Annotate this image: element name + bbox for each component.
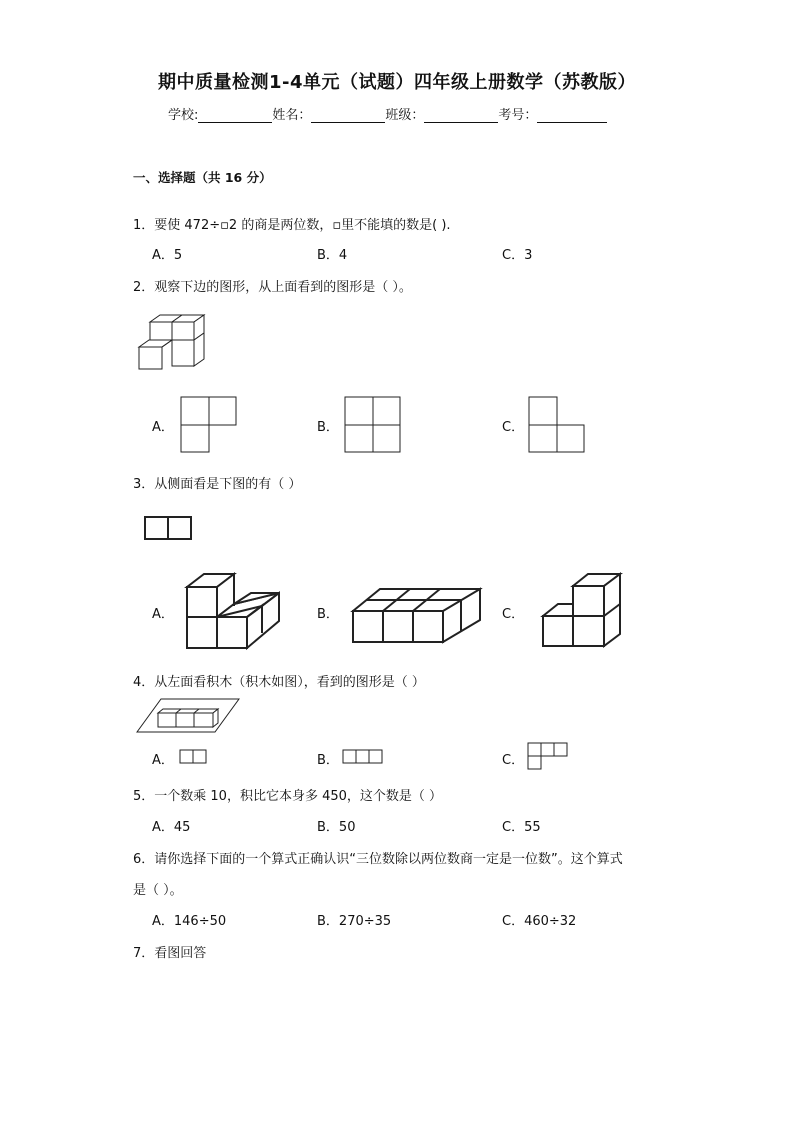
question-2-stem: 2．观察下边的图形，从上面看到的图形是（ ）。 xyxy=(133,280,412,295)
q3-option-c-shape xyxy=(540,572,624,648)
name-label: 姓名： xyxy=(272,108,312,123)
section-heading: 一、选择题（共 16 分） xyxy=(133,170,272,185)
school-blank[interactable] xyxy=(198,108,272,123)
q4-option-c[interactable]: C． xyxy=(502,753,525,768)
q2-cube-figure xyxy=(138,312,208,372)
q2-option-c-shape xyxy=(529,397,585,453)
q3-option-b-shape xyxy=(350,587,484,645)
q4-option-c-shape xyxy=(528,743,569,771)
q2-option-c[interactable]: C． xyxy=(502,420,525,435)
q3-option-b[interactable]: B． xyxy=(317,607,339,622)
school-label: 学校: xyxy=(168,108,199,123)
student-info-line xyxy=(168,104,607,123)
q5-option-c[interactable]: C．55 xyxy=(502,820,541,835)
class-blank[interactable] xyxy=(424,108,498,123)
q6-option-c[interactable]: C．460÷32 xyxy=(502,914,577,929)
page-title: 期中质量检测1-4单元（试题）四年级上册数学（苏教版） xyxy=(157,72,637,93)
q3-option-a-shape xyxy=(184,571,286,651)
q4-option-b-shape xyxy=(343,750,384,764)
q6-option-a[interactable]: A．146÷50 xyxy=(152,914,227,929)
q2-option-b-shape xyxy=(345,397,401,453)
question-5-stem: 5．一个数乘 10，积比它本身多 450，这个数是（ ） xyxy=(133,789,443,804)
q3-option-c[interactable]: C． xyxy=(502,607,525,622)
q3-side-view-figure xyxy=(144,516,192,540)
number-label: 考号： xyxy=(498,108,538,123)
q6-option-b[interactable]: B．270÷35 xyxy=(317,914,392,929)
question-4-stem: 4．从左面看积木（积木如图），看到的图形是（ ） xyxy=(133,675,425,690)
q4-option-a-shape xyxy=(180,750,208,764)
question-1-stem: 1．要使 472÷▫2 的商是两位数，▫里不能填的数是( ). xyxy=(133,218,451,233)
question-3-stem: 3．从侧面看是下图的有（ ） xyxy=(133,477,302,492)
q5-option-a[interactable]: A．45 xyxy=(152,820,191,835)
q3-option-a[interactable]: A． xyxy=(152,607,174,622)
name-blank[interactable] xyxy=(311,108,385,123)
class-label: 班级： xyxy=(385,108,425,123)
question-6-stem: 6．请你选择下面的一个算式正确认识“三位数除以两位数商一定是一位数”。这个算式 xyxy=(133,852,623,867)
q2-option-a[interactable]: A． xyxy=(152,420,174,435)
q2-option-a-shape xyxy=(181,397,237,453)
q4-option-a[interactable]: A． xyxy=(152,753,174,768)
q2-option-b[interactable]: B． xyxy=(317,420,339,435)
question-7-stem: 7．看图回答 xyxy=(133,946,207,961)
q5-option-b[interactable]: B．50 xyxy=(317,820,356,835)
question-6-stem-cont: 是（ ）。 xyxy=(133,883,183,898)
q1-option-b[interactable]: B．4 xyxy=(317,248,348,263)
q1-option-c[interactable]: C．3 xyxy=(502,248,533,263)
q4-option-b[interactable]: B． xyxy=(317,753,339,768)
number-blank[interactable] xyxy=(537,108,607,123)
q4-blocks-figure xyxy=(136,698,240,734)
q1-option-a[interactable]: A．5 xyxy=(152,248,183,263)
